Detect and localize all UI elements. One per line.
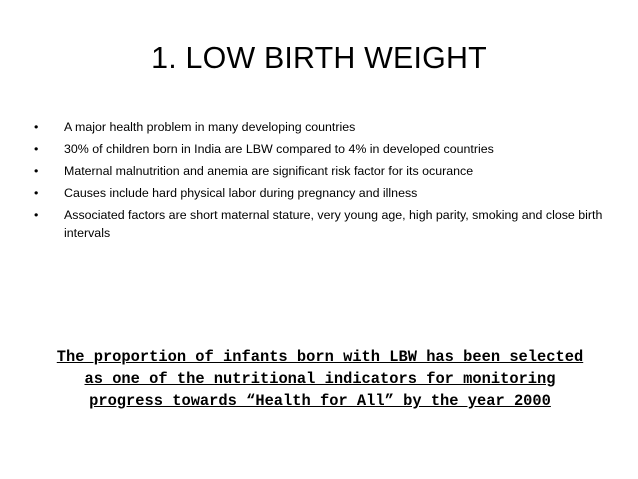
bullet-marker: • [34,142,39,156]
bullet-text: Associated factors are short maternal stature, very young age, high parity, smoking and close birth intervals [64,208,603,240]
bullet-list [34,118,606,246]
bullet-item [34,184,606,202]
slide-title: 1. LOW BIRTH WEIGHT [151,40,487,75]
bullet-text: Maternal malnutrition and anemia are significant risk factor for its ocurance [64,164,474,178]
bullet-text: Causes include hard physical labor during pregnancy and illness [64,186,418,200]
bullet-marker: • [34,164,39,178]
bullet-marker: • [34,186,39,200]
bullet-item [34,162,606,180]
bullet-text: 30% of children born in India are LBW compared to 4% in developed countries [64,142,494,156]
highlight-note: The proportion of infants born with LBW has been selected as one of the nutritional indicators for monitoring progress towards “Health for All” by the year 2000 [56,348,584,410]
bullet-text: A major health problem in many developing countries [64,120,356,134]
bullet-marker: • [34,208,39,222]
bullet-item [34,206,606,242]
bullet-marker: • [34,120,39,134]
bullet-item [34,140,606,158]
bullet-item [34,118,606,136]
